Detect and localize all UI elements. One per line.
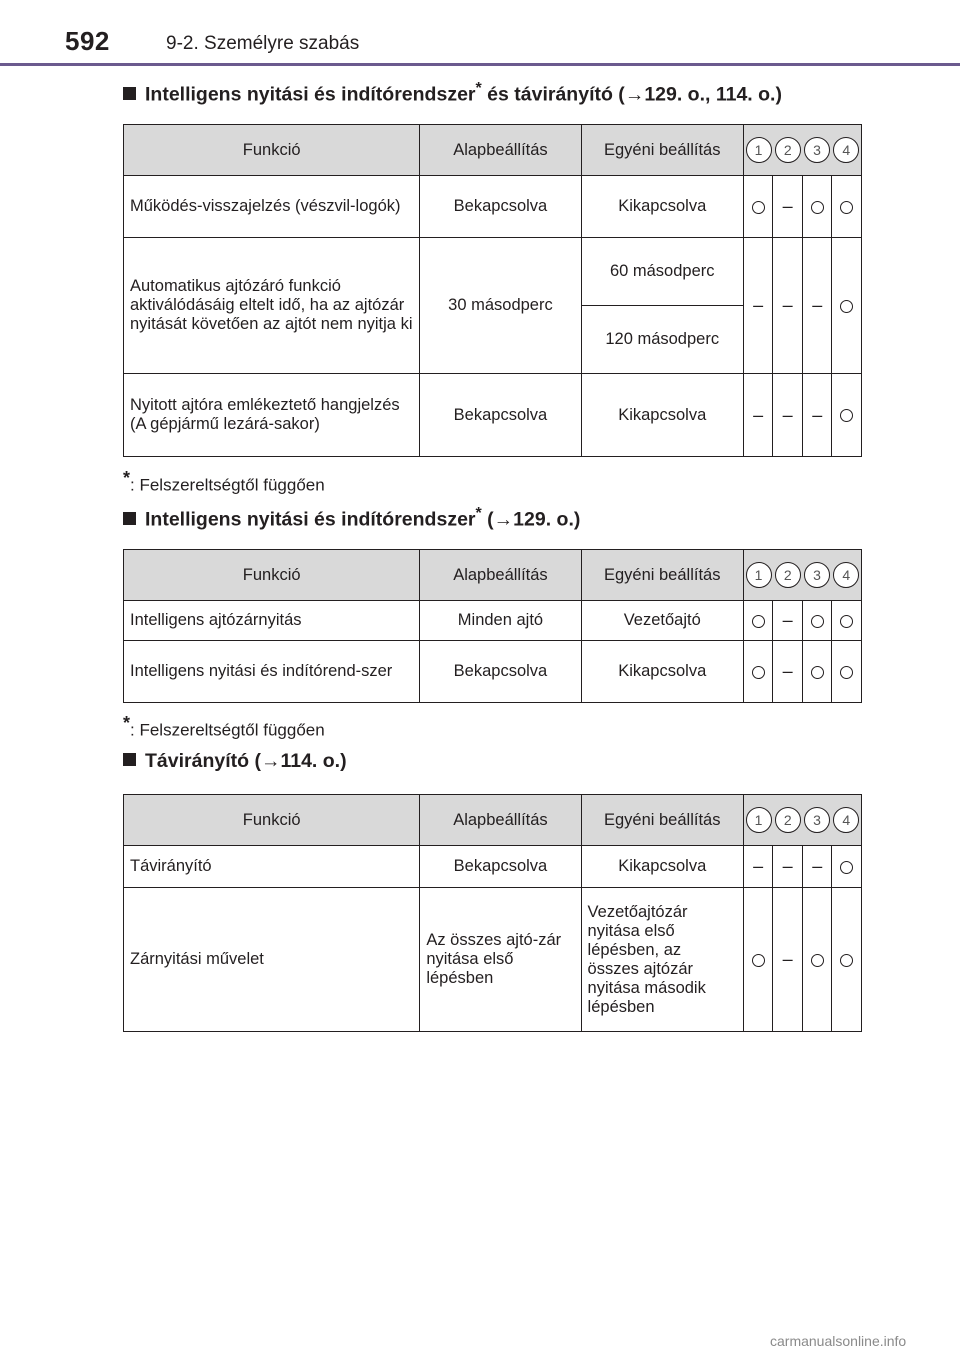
row-default: 30 másodperc [420,238,581,374]
table-row [124,601,862,641]
watermark: carmanualsonline.info [770,1333,907,1349]
mark-cell: – [773,601,803,641]
mark-cell [832,888,862,1032]
arrow-icon: → [260,750,281,772]
square-bullet-icon [123,753,136,766]
table-row [124,176,862,238]
circle-icon [840,201,853,214]
mark-cell: – [773,888,803,1032]
number-3-icon: 3 [804,807,830,833]
col-header-default: Alapbeállítás [420,795,581,846]
mark-cell: – [773,374,803,457]
row-custom-option: 60 másodperc [581,238,743,306]
mark-cell [832,374,862,457]
mark-cell: – [743,238,773,374]
mark-cell: – [773,641,803,703]
col-header-nums [743,795,861,846]
table-header-row [124,795,862,846]
row-custom: Kikapcsolva [581,641,743,703]
section1-ref: 129. o., 114. o.) [644,83,782,106]
circle-icon [752,954,765,967]
col-header-nums [743,550,861,601]
circle-icon [752,615,765,628]
table-row [124,374,862,457]
number-1-icon: 1 [746,562,772,588]
section3-title: Távirányító (→114. o.) [123,750,347,773]
number-4-icon: 4 [833,807,859,833]
number-4-icon: 4 [833,562,859,588]
number-2-icon: 2 [775,562,801,588]
header-rule [0,63,960,66]
mark-cell [743,601,773,641]
circle-icon [811,666,824,679]
row-custom-option: 120 másodperc [581,306,743,374]
row-custom: Kikapcsolva [581,374,743,457]
section1-title: Intelligens nyitási és indítórendszer* és távirányító (→129. o., 114. o.) [123,80,782,107]
row-function: Intelligens nyitási és indítórend-szer [124,641,420,703]
row-default: Bekapcsolva [420,641,581,703]
row-function: Távirányító [124,846,420,888]
number-1-icon: 1 [746,137,772,163]
arrow-icon: → [493,508,514,531]
row-custom: Kikapcsolva [581,846,743,888]
footnote-star: * [475,505,482,522]
row-custom: Vezetőajtózár nyitása első lépésben, az összes ajtózár nyitása második lépésben [581,888,743,1032]
mark-cell [802,176,832,238]
mark-cell [832,238,862,374]
row-default: Az összes ajtó-zár nyitása első lépésben [420,888,581,1032]
mark-cell: – [773,176,803,238]
col-header-function: Funkció [124,125,420,176]
mark-cell [802,641,832,703]
row-function: Zárnyitási művelet [124,888,420,1032]
mark-cell: – [802,846,832,888]
mark-cell [743,641,773,703]
circle-icon [752,666,765,679]
footnote-2: *: Felszereltségtől függően [123,713,325,740]
chapter-title: 9-2. Személyre szabás [166,33,360,54]
mark-cell: – [743,846,773,888]
mark-cell: – [802,238,832,374]
table-row [124,641,862,703]
square-bullet-icon [123,87,136,100]
page-header [0,0,960,66]
circle-icon [752,201,765,214]
table-header-row [124,125,862,176]
number-2-icon: 2 [775,807,801,833]
footnote-star: * [475,80,482,97]
arrow-icon: → [624,83,645,106]
col-header-custom: Egyéni beállítás [581,550,743,601]
circle-icon [811,954,824,967]
row-default: Bekapcsolva [420,176,581,238]
col-header-function: Funkció [124,550,420,601]
col-header-custom: Egyéni beállítás [581,125,743,176]
section3-ref: 114. o.) [280,750,347,772]
number-3-icon: 3 [804,137,830,163]
row-custom: Vezetőajtó [581,601,743,641]
mark-cell [743,176,773,238]
table-row [124,846,862,888]
square-bullet-icon [123,512,136,525]
col-header-function: Funkció [124,795,420,846]
mark-cell: – [743,374,773,457]
row-function: Működés-visszajelzés (vészvil-logók) [124,176,420,238]
mark-cell [832,176,862,238]
row-function: Intelligens ajtózárnyitás [124,601,420,641]
footnote-star: * [123,468,131,488]
table-row [124,888,862,1032]
circle-icon [811,615,824,628]
mark-cell [802,888,832,1032]
circle-icon [811,201,824,214]
circle-icon [840,300,853,313]
mark-cell [832,601,862,641]
table-row [124,238,862,306]
mark-cell [743,888,773,1032]
section2-ref: 129. o.) [513,508,581,531]
section2-title: Intelligens nyitási és indítórendszer* (→129. o.) [123,505,580,532]
table-header-row [124,550,862,601]
number-3-icon: 3 [804,562,830,588]
page-number: 592 [65,26,110,56]
col-header-default: Alapbeállítás [420,550,581,601]
circle-icon [840,409,853,422]
mark-cell [832,846,862,888]
number-1-icon: 1 [746,807,772,833]
settings-table-3 [123,794,862,1032]
number-4-icon: 4 [833,137,859,163]
mark-cell [802,601,832,641]
col-header-custom: Egyéni beállítás [581,795,743,846]
circle-icon [840,954,853,967]
footnote-1: *: Felszereltségtől függően [123,468,325,495]
circle-icon [840,666,853,679]
settings-table-1 [123,124,862,457]
row-default: Bekapcsolva [420,374,581,457]
row-function: Automatikus ajtózáró funkció aktiválódásáig eltelt idő, ha az ajtózár nyitását követően az ajtót nem nyitja ki [124,238,420,374]
col-header-nums [743,125,861,176]
mark-cell [832,641,862,703]
mark-cell: – [802,374,832,457]
row-default: Minden ajtó [420,601,581,641]
row-default: Bekapcsolva [420,846,581,888]
footnote-star: * [123,713,131,733]
circle-icon [840,615,853,628]
row-function: Nyitott ajtóra emlékeztető hangjelzés (A gépjármű lezárá-sakor) [124,374,420,457]
number-2-icon: 2 [775,137,801,163]
circle-icon [840,861,853,874]
row-custom: Kikapcsolva [581,176,743,238]
settings-table-2 [123,549,862,703]
mark-cell: – [773,238,803,374]
mark-cell: – [773,846,803,888]
col-header-default: Alapbeállítás [420,125,581,176]
